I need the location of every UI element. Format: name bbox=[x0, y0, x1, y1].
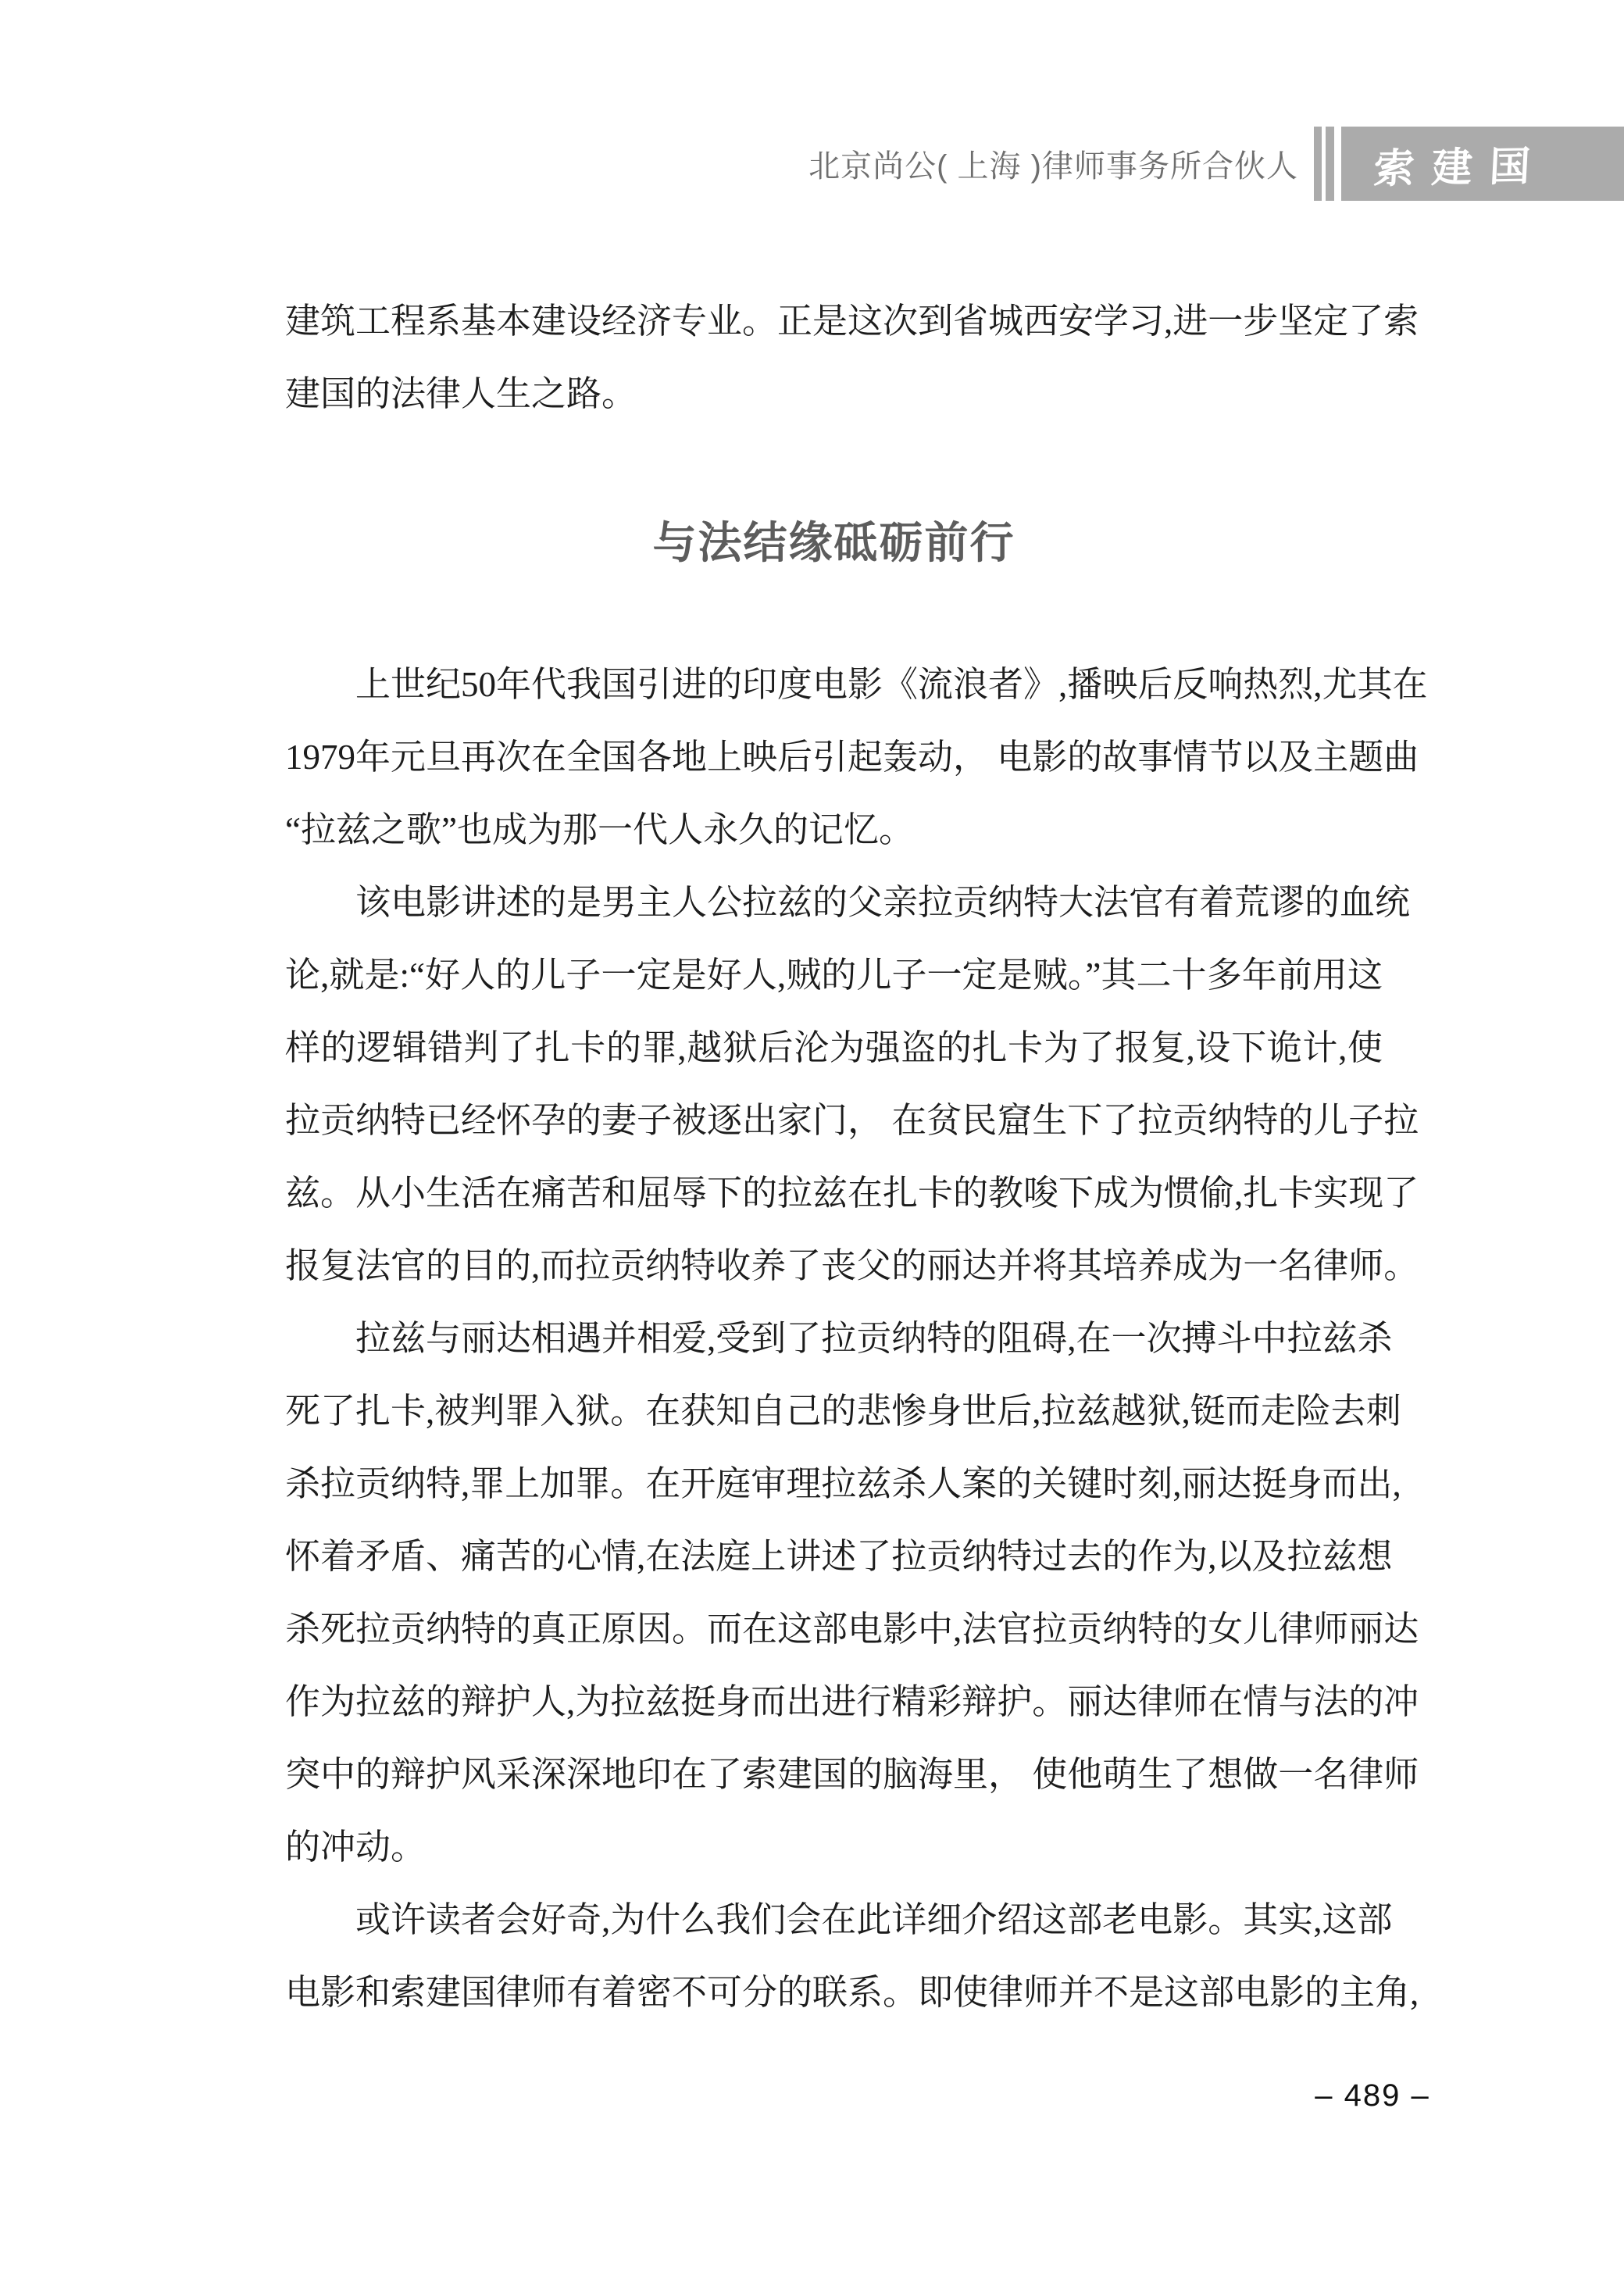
header-rule-bar-2 bbox=[1326, 127, 1334, 201]
body-line: 该电影讲述的是男主人公拉兹的父亲拉贡纳特大法官有着荒谬的血统 bbox=[355, 883, 1411, 922]
body-line: 作为拉兹的辩护人,为拉兹挺身而出进行精彩辩护。丽达律师在情与法的冲 bbox=[285, 1682, 1419, 1721]
body-line: 拉贡纳特已经怀孕的妻子被逐出家门， 在贫民窟生下了拉贡纳特的儿子拉 bbox=[285, 1101, 1419, 1140]
body-line: 建国的法律人生之路。 bbox=[285, 374, 637, 413]
body-line: 样的逻辑错判了扎卡的罪,越狱后沦为强盗的扎卡为了报复,设下诡计,使 bbox=[285, 1028, 1383, 1067]
body-text-column bbox=[285, 285, 1428, 2029]
body-line: 或许读者会好奇,为什么我们会在此详细介绍这部老电影。其实,这部 bbox=[355, 1900, 1393, 1939]
body-line: 论,就是:“好人的儿子一定是好人,贼的儿子一定是贼。”其二十多年前用这 bbox=[285, 956, 1383, 995]
author-name-calligraphy: 索建国 bbox=[1372, 142, 1549, 193]
running-header-title: 北京尚公( 上海 )律师事务所合伙人 bbox=[808, 149, 1298, 184]
author-name-plate bbox=[1341, 127, 1624, 201]
header-rule-bar-1 bbox=[1314, 127, 1322, 201]
body-line: 杀拉贡纳特,罪上加罪。在开庭审理拉兹杀人案的关键时刻,丽达挺身而出, bbox=[285, 1464, 1401, 1503]
section-heading: 与法结缘砥砺前行 bbox=[652, 517, 1015, 567]
body-line: 报复法官的目的,而拉贡纳特收养了丧父的丽达并将其培养成为一名律师。 bbox=[285, 1246, 1419, 1285]
body-line: 建筑工程系基本建设经济专业。正是这次到省城西安学习,进一步坚定了索 bbox=[285, 302, 1419, 341]
body-line: 兹。从小生活在痛苦和屈辱下的拉兹在扎卡的教唆下成为惯偷,扎卡实现了 bbox=[285, 1174, 1419, 1213]
body-line: 拉兹与丽达相遇并相爱,受到了拉贡纳特的阻碍,在一次搏斗中拉兹杀 bbox=[355, 1319, 1393, 1358]
body-line: 突中的辩护风采深深地印在了索建国的脑海里， 使他萌生了想做一名律师 bbox=[285, 1755, 1419, 1794]
body-line: 1979年元旦再次在全国各地上映后引起轰动， 电影的故事情节以及主题曲 bbox=[285, 738, 1419, 777]
body-line: 上世纪50年代我国引进的印度电影《流浪者》,播映后反响热烈,尤其在 bbox=[355, 665, 1428, 704]
body-line: 杀死拉贡纳特的真正原因。而在这部电影中,法官拉贡纳特的女儿律师丽达 bbox=[285, 1610, 1419, 1649]
body-line: 怀着矛盾、痛苦的心情,在法庭上讲述了拉贡纳特过去的作为,以及拉兹想 bbox=[285, 1537, 1393, 1576]
body-line: “拉兹之歌”也成为那一代人永久的记忆。 bbox=[285, 810, 914, 849]
section-heading-block bbox=[285, 431, 1383, 649]
running-header bbox=[0, 127, 1624, 201]
body-line: 死了扎卡,被判罪入狱。在获知自己的悲惨身世后,拉兹越狱,铤而走险去刺 bbox=[285, 1392, 1401, 1431]
page-number: – 489 – bbox=[1315, 2078, 1430, 2113]
body-line: 的冲动。 bbox=[285, 1828, 427, 1867]
body-line: 电影和索建国律师有着密不可分的联系。即使律师并不是这部电影的主角, bbox=[285, 1973, 1419, 2012]
